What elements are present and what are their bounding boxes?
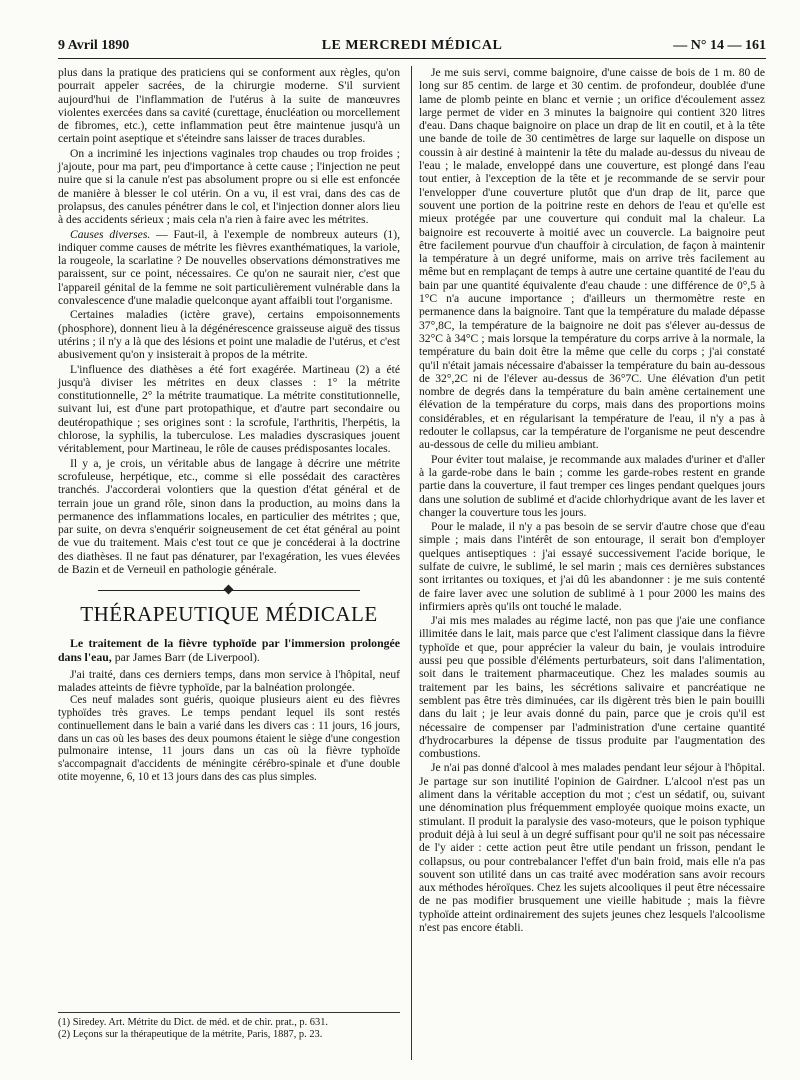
section-divider <box>98 584 360 596</box>
running-header <box>58 36 766 59</box>
subheading-causes: Causes diverses. <box>70 227 151 241</box>
footnotes <box>58 1012 400 1041</box>
paragraph: Ces neuf malades sont guéris, quoique plusieurs aient eu des fièvres typhoïdes très graves. Le temps pendant lequel ils sont restés continuellement dans le bain a varié dans les divers cas : 11 jours, 16 jours, dans un cas où les bases des deux poumons étaient le siège d'une congestion pulmonaire intense, 11 jours dans un cas où la fièvre typhoïde s'accompagnait d'accidents de méningite cérébro-spinale et d'une double otite moyenne, 6, 10 et 13 jours dans des cas plus simples. <box>58 694 400 783</box>
article-title <box>58 637 400 664</box>
paragraph: J'ai traité, dans ces derniers temps, dans mon service à l'hôpital, neuf malades atteints de fièvre typhoïde, par la balnéation prolongée. <box>58 667 400 695</box>
column-divider <box>411 66 412 1060</box>
paragraph: L'influence des diathèses a été fort exagérée. Martineau (2) a été jusqu'à diviser les métrites en deux classes : 1° la métrite constitutionnelle, 2° la métrite traumatique. La métrite constitutionnelle, suivant lui, est d'une part protopathique, et d'autre part secondaire ou deutéropathique ; ses origines sont : la scrofule, l'arthritis, l'herpétis, la chlorose, la syphilis, la tuberculose. Les maladies dyscrasiques jouent véritablement, pour Martineau, le rôle de causes prédisposantes locales. <box>58 362 400 456</box>
footnote-2: (2) Leçons sur la thérapeutique de la métrite, Paris, 1887, p. 23. <box>58 1029 323 1041</box>
paragraph: plus dans la pratique des praticiens qui se conforment aux règles, qu'on pourrait appeler sacrées, de la chirurgie moderne. S'il survient aujourd'hui de l'inflammation de l'utérus à la suite de manœuvres violentes exercées dans sa cavité (curettage, énucléation ou morcellement de fibromes, etc.), cette inflammation peut être maintenue jusqu'à un certain point aseptique et s'éteindre sans laisser de traces durables. <box>58 66 400 146</box>
article-author: par James Barr (de Liverpool). <box>114 649 260 664</box>
issue-date: 9 Avril 1890 <box>58 38 130 53</box>
article-title-text: Le traitement de la fièvre typhoïde par l'immersion prolongée dans l'eau, <box>58 636 400 664</box>
footnote-1: (1) Siredey. Art. Métrite du Dict. de méd. et de chir. prat., p. 631. <box>58 1017 328 1028</box>
right-column <box>419 66 765 934</box>
paragraph: Je n'ai pas donné d'alcool à mes malades pendant leur séjour à l'hôpital. Je partage sur son inutilité l'opinion de Gairdner. L'alcool n'est pas un aliment dans la véritable acception du mot ; c'est un sédatif, ou, suivant une dénomination plus fréquemment employée quoique moins exacte, un stimulant. Il produit la paralysie des vaso-moteurs, que le poison typhique produit déjà à lui seul à un degré suffisant pour qu'il ne soit pas nécessaire de l'y aider : cette action peut être utile pendant un frisson, pendant le collapsus, ou pour contrebalancer l'effet d'un bain froid, mais elle n'a pas souvent son utilité dans un cas traité avec modération sans avoir recours aux méthodes héroïques. Chez les sujets alcooliques il peut être nécessaire de ne pas modifier brusquement une vieille habitude ; mais la fièvre typhoïde atteint ordinairement des sujets jeunes chez lesquels l'alcoolisme n'est pas encore établi. <box>419 761 765 934</box>
paragraph: Pour le malade, il n'y a pas besoin de se servir d'autre chose que d'eau simple ; mais dans l'intérêt de son entourage, il serait bon d'employer quelques antiseptiques : j'ai essayé successivement l'acide borique, le sulfate de cuivre, le sublimé, le sel marin ; mais ces dernières substances sont irritantes ou toxiques, et j'ai dû les abandonner : je me suis contenté de faire laver avec une solution de sublimé à 1 pour 2000 les mains des infirmiers après qu'ils ont touché le malade. <box>419 520 765 613</box>
page-number: — N° 14 — 161 <box>673 38 766 53</box>
paragraph: Certaines maladies (ictère grave), certains empoisonnements (phosphore), donnent lieu à la dégénérescence graisseuse aiguë des tissus utérins ; il n'y a là que des lésions et point une maladie de l'utérus, et c'est abusivement qu'on y insisterait à propos de la métrite. <box>58 308 400 362</box>
paragraph: J'ai mis mes malades au régime lacté, non pas que j'aie une confiance illimitée dans le lait, mais parce que c'est l'aliment classique dans la fièvre typhoïde et que, pour apprécier la valeur du bain, je voulais introduire aussi peu que possible d'éléments perturbateurs, soit dans l'alimentation, soit dans le traitement pharmaceutique. Chez les malades soumis au traitement par les bains, les sécrétions salivaire et pancréatique ne semblent pas être très diminuées, car ils digèrent très bien le pain bouilli dans du lait ; je leur avais donné du pain, parce que je crois qu'il est nécessaire de compenser par l'administration d'une certaine quantité d'hydrocarbures la dépense de tissus produite par l'augmentation des combustions. <box>419 614 765 761</box>
section-title: THÉRAPEUTIQUE MÉDICALE <box>80 602 378 627</box>
paragraph <box>58 228 400 308</box>
paragraph: Je me suis servi, comme baignoire, d'une caisse de bois de 1 m. 80 de long sur 85 centim. de large et 30 centim. de profondeur, doublée d'une lame de plomb peinte en blanc et vernie ; un orifice d'écoulement assez large permet de vider en 3 minutes la baignoire qui contient 320 litres d'eau. Dans chaque baignoire on place un drap de lit en coutil, et à la tête une bande de toile de 30 centimètres de large sur laquelle on dispose un coussin à air destiné à maintenir la tête du malade au-dessus du niveau de l'eau ; le malade, enveloppé dans une couverture, est plongé dans l'eau tout entier, à l'exception de la tête et je recommande de se servir pour l'envelopper d'une couverture plutôt que d'un drap de lit, parce que souvent une portion de la poitrine reste en dehors de l'eau et qu'elle est mieux protégée par une couverture qui conduit mal la chaleur. La baignoire est recouverte à moitié avec un couvercle. La baignoire peut être facilement pourvue d'un chauffoir à circulation, de façon à maintenir la température à un degré uniforme, mais on arrive très facilement au même but en remplaçant de temps à autre une certaine quantité de l'eau du bain par une quantité équivalente d'eau chaude : une différence de 0°,5 à 1°C n'a aucune importance ; d'ailleurs un thermomètre reste en permanence dans la baignoire. Tant que la température du malade dépasse 37°,8C, la température de la baignoire ne doit pas s'élever au-dessus de 32°C à 34°C ; mais lorsque la température du corps arrive à la normale, la température du bain doit être la même que celle du corps ; j'ai constaté qu'il n'était jamais nécessaire d'abaisser la température du bain au-dessous de 32°,2C ni de l'élever au-dessus de 36°7C. Une élévation d'un petit nombre de degrés dans la température du bain amène certainement une élévation de la température du corps, mais dans des proportions moins considérables, et en régularisant la température de l'eau, il n'y a pas à redouter le collapsus, car la température de l'organisme ne peut descendre au-dessous de celle du milieu ambiant. <box>419 66 765 452</box>
left-column <box>58 66 400 783</box>
paragraph: Il y a, je crois, un véritable abus de langage à décrire une métrite scrofuleuse, herpétique, etc., comme si elle possédait des caractères tranchés. J'accorderai volontiers que la question d'état général et de terrain joue un grand rôle, sinon dans la production, au moins dans la permanence des inflammations locales, en particulier des métrites ; que, par suite, on devra s'enquérir soigneusement de cet état général au point de vue du traitement. Mais c'est tout ce que je concéderai à la doctrine des diathèses. Il ne faut pas dénaturer, par l'exagération, les vues élevées de Bazin et de Verneuil en pathologie générale. <box>58 456 400 576</box>
paragraph: On a incriminé les injections vaginales trop chaudes ou trop froides ; j'ajoute, pour ma part, peu d'importance à cette cause ; l'injection ne peut nuire que si la canule n'est pas absolument propre ou si elle est enfoncée de manière à blesser le col utérin. On a vu, il est vrai, dans des cas de prolapsus, des canules pénétrer dans le col, et l'injection donner alors lieu à des accidents sérieux ; mais cela n'a rien à faire avec les métrites. <box>58 146 400 227</box>
paragraph-text: — Faut-il, à l'exemple de nombreux auteurs (1), indiquer comme causes de métrite les fièvres exanthématiques, la variole, la rougeole, la scarlatine ? De nouvelles observations démonstratives me paraissent, sur ce point, nécessaires. Ce qu'on ne saurait nier, c'est que l'appareil génital de la femme ne soit particulièrement vulnérable dans la convalescence d'une maladie quelconque ayant affaibli tout l'organisme. <box>58 227 400 308</box>
small-text-block <box>58 694 400 783</box>
journal-title: LE MERCREDI MÉDICAL <box>321 38 503 53</box>
divider-diamond-icon <box>224 585 234 595</box>
paragraph: Pour éviter tout malaise, je recommande aux malades d'uriner et d'aller à la garde-robe dans le bain ; comme les garde-robes restent en grande partie dans la couverture, il faut tremper ces linges pendant quelques jours dans une solution de sublimé et d'acide chlorhydrique avant de les laver et changer la couverture tous les jours. <box>419 452 765 519</box>
